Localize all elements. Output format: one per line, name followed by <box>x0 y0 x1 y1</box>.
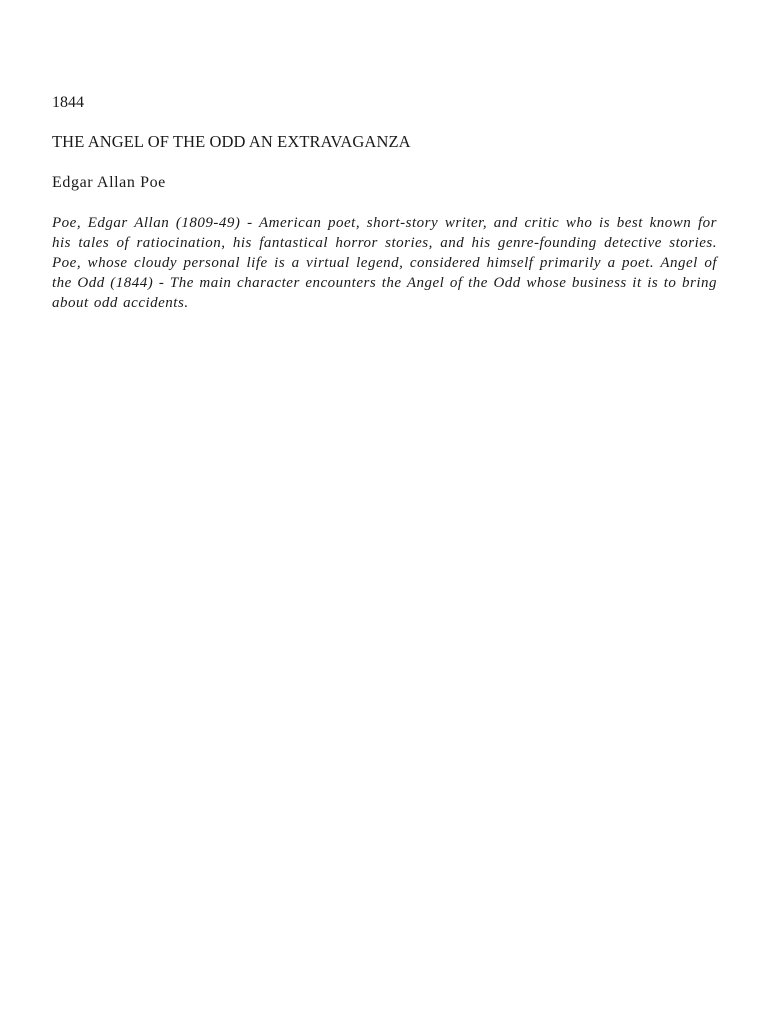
summary-paragraph: Poe, Edgar Allan (1809-49) - American poet, short-story writer, and critic who is best known for his tales of ratiocination, his fantastical horror stories, and his genre-founding detective stories. Poe, whose cloudy personal life is a virtual legend, considered himself primarily a poet. Angel of the Odd (1844) - The main character encounters the Angel of the Odd whose business it is to bring about odd accidents. <box>52 215 717 311</box>
author-name: Edgar Allan Poe <box>52 174 166 191</box>
document-title: THE ANGEL OF THE ODD AN EXTRAVAGANZA <box>52 132 411 151</box>
publication-year: 1844 <box>52 94 84 111</box>
document-page <box>52 93 717 313</box>
